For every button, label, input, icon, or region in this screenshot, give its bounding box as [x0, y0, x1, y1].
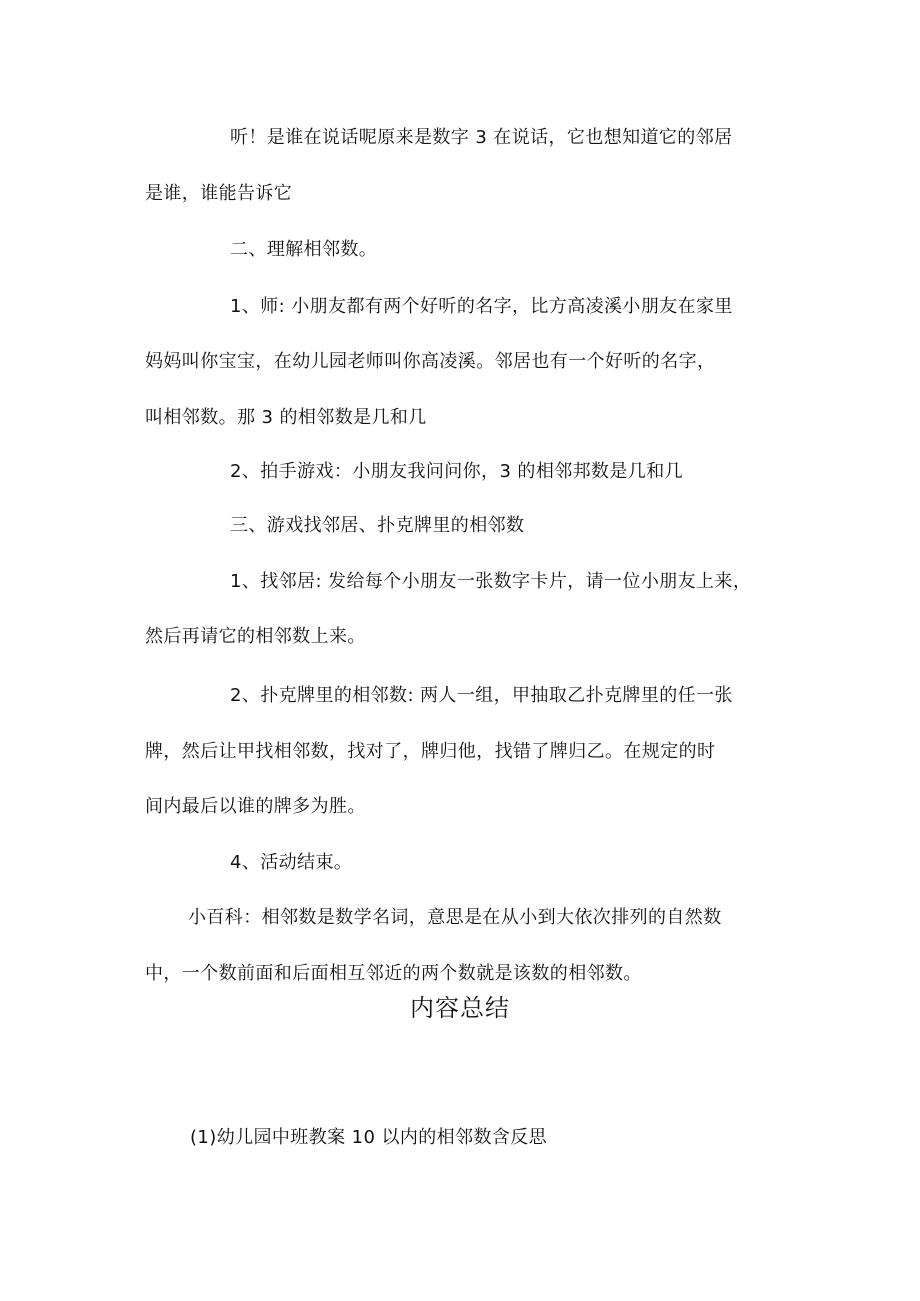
paragraph-line: 是谁，谁能告诉它 [145, 183, 293, 204]
paragraph-line: 听！是谁在说话呢原来是数字 3 在说话，它也想知道它的邻居 [230, 127, 733, 148]
paragraph-line: 小百科：相邻数是数学名词，意思是在从小到大依次排列的自然数 [188, 907, 722, 928]
paragraph-line: 2、扑克牌里的相邻数: 两人一组，甲抽取乙扑克牌里的任一张 [230, 685, 733, 706]
paragraph-line: 1、师: 小朋友都有两个好听的名字，比方高凌溪小朋友在家里 [230, 296, 733, 317]
section-heading: 三、游戏找邻居、扑克牌里的相邻数 [230, 515, 525, 536]
section-heading: 4、活动结束。 [230, 852, 353, 873]
paragraph-line: 牌，然后让甲找相邻数，找对了，牌归他，找错了牌归乙。在规定的时 [145, 741, 716, 762]
paragraph-line: 2、拍手游戏：小朋友我问问你，3 的相邻邦数是几和几 [230, 461, 684, 482]
paragraph-line: 间内最后以谁的牌多为胜。 [145, 796, 366, 817]
paragraph-line: 中，一个数前面和后面相互邻近的两个数就是该数的相邻数。 [145, 963, 642, 984]
paragraph-line: 叫相邻数。那 3 的相邻数是几和几 [145, 407, 427, 428]
paragraph-line: 1、找邻居: 发给每个小朋友一张数字卡片，请一位小朋友上来， [230, 571, 752, 592]
summary-item: (1)幼儿园中班教案 10 以内的相邻数含反思 [190, 1127, 548, 1148]
section-heading: 二、理解相邻数。 [230, 239, 378, 260]
summary-title: 内容总结 [410, 994, 510, 1022]
paragraph-line: 然后再请它的相邻数上来。 [145, 626, 366, 647]
paragraph-line: 妈妈叫你宝宝，在幼儿园老师叫你高凌溪。邻居也有一个好听的名字， [145, 351, 716, 372]
